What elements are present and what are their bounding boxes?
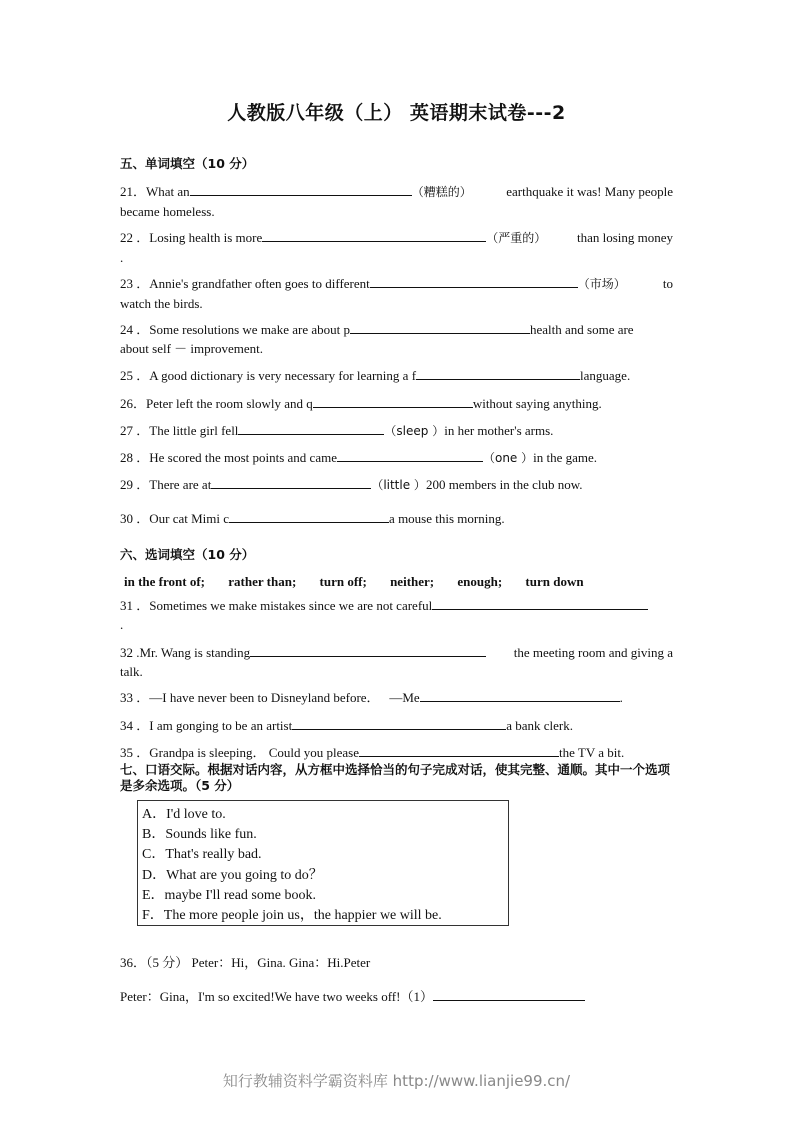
question-25: 25 ．A good dictionary is very necessary for learning a f language. xyxy=(120,368,631,383)
section-7-heading: 七、口语交际。根据对话内容，从方框中选择恰当的句子完成对话，使其完整、通顺。其中一个选项是多余选项。（5 分） xyxy=(120,762,671,793)
question-30: 30 ．Our cat Mimi c a mouse this morning. xyxy=(120,511,505,526)
question-23: 23 ．Annie's grandfather often goes to different （市场） to watch the birds. xyxy=(120,276,673,311)
option-e: E．maybe I'll read some book. xyxy=(142,887,316,903)
word-option: neither; xyxy=(390,574,435,589)
answer-blank[interactable] xyxy=(190,183,412,196)
answer-blank[interactable] xyxy=(416,367,580,380)
answer-blank[interactable] xyxy=(350,321,530,334)
question-24: 24 ．Some resolutions we make are about p health and some are about self － improvement. xyxy=(120,322,634,356)
answer-blank[interactable] xyxy=(262,229,486,242)
answer-blank[interactable] xyxy=(337,449,483,462)
section-6-heading: 六、选词填空（10 分） xyxy=(120,547,255,562)
answer-blank[interactable] xyxy=(292,717,506,730)
question-28: 28 ．He scored the most points and came （one ）in the game. xyxy=(120,450,598,465)
question-33: 33 ．—I have never been to Disneyland before． —Me . xyxy=(120,690,623,705)
answer-blank[interactable] xyxy=(313,395,473,408)
option-a: A．I'd love to. xyxy=(142,807,226,822)
option-b: B．Sounds like fun. xyxy=(142,827,257,843)
word-option: in the front of; xyxy=(124,574,206,589)
question-32: 32 .Mr. Wang is standing the meeting room and giving a talk. xyxy=(120,645,673,679)
answer-blank[interactable] xyxy=(420,689,620,702)
option-c: C．That's really bad. xyxy=(142,847,262,863)
word-option: turn down xyxy=(525,574,584,589)
question-27: 27 ．The little girl fell （sleep ）in her mother's arms. xyxy=(120,423,554,438)
word-option: rather than; xyxy=(228,574,297,589)
dialog-line-1: Peter：Gina，I'm so excited!We have two weeks off!（1） xyxy=(120,987,673,1006)
option-f: F．The more people join us，the happier we will be. xyxy=(142,908,442,924)
question-31: 31 ．Sometimes we make mistakes since we are not careful . xyxy=(120,596,673,634)
answer-blank[interactable] xyxy=(229,510,389,523)
question-21: 21．What an （糟糕的） earthquake it was! Many people became homeless. xyxy=(120,184,673,219)
answer-blank[interactable] xyxy=(433,988,585,1001)
question-35: 35 ．Grandpa is sleeping． Could you please the TV a bit. xyxy=(120,745,625,760)
answer-blank[interactable] xyxy=(238,422,384,435)
question-26: 26．Peter left the room slowly and q without saying anything. xyxy=(120,396,602,411)
question-34: 34 ．I am gonging to be an artist a bank clerk. xyxy=(120,718,573,733)
word-option: enough; xyxy=(457,574,503,589)
word-bank xyxy=(124,574,604,590)
footer-watermark: 知行教辅资料学霸资料库 http://www.lianjie99.cn/ xyxy=(222,1072,571,1090)
answer-blank[interactable] xyxy=(432,597,648,610)
options-box xyxy=(137,800,509,926)
section-5-heading: 五、单词填空（10 分） xyxy=(120,156,255,171)
answer-blank[interactable] xyxy=(370,275,578,288)
question-36: 36．（5 分） Peter：Hi，Gina. Gina：Hi.Peter xyxy=(120,955,371,970)
page-title: 人教版八年级（上） 英语期末试卷---2 xyxy=(227,102,566,124)
question-22: 22 ．Losing health is more （严重的） than losing money . xyxy=(120,230,673,265)
word-option: turn off; xyxy=(319,574,367,589)
answer-blank[interactable] xyxy=(211,476,371,489)
option-d: D．What are you going to do？ xyxy=(142,867,323,883)
question-29: 29 ．There are at （little ）200 members in the club now. xyxy=(120,477,583,492)
answer-blank[interactable] xyxy=(359,744,559,757)
answer-blank[interactable] xyxy=(250,644,486,657)
